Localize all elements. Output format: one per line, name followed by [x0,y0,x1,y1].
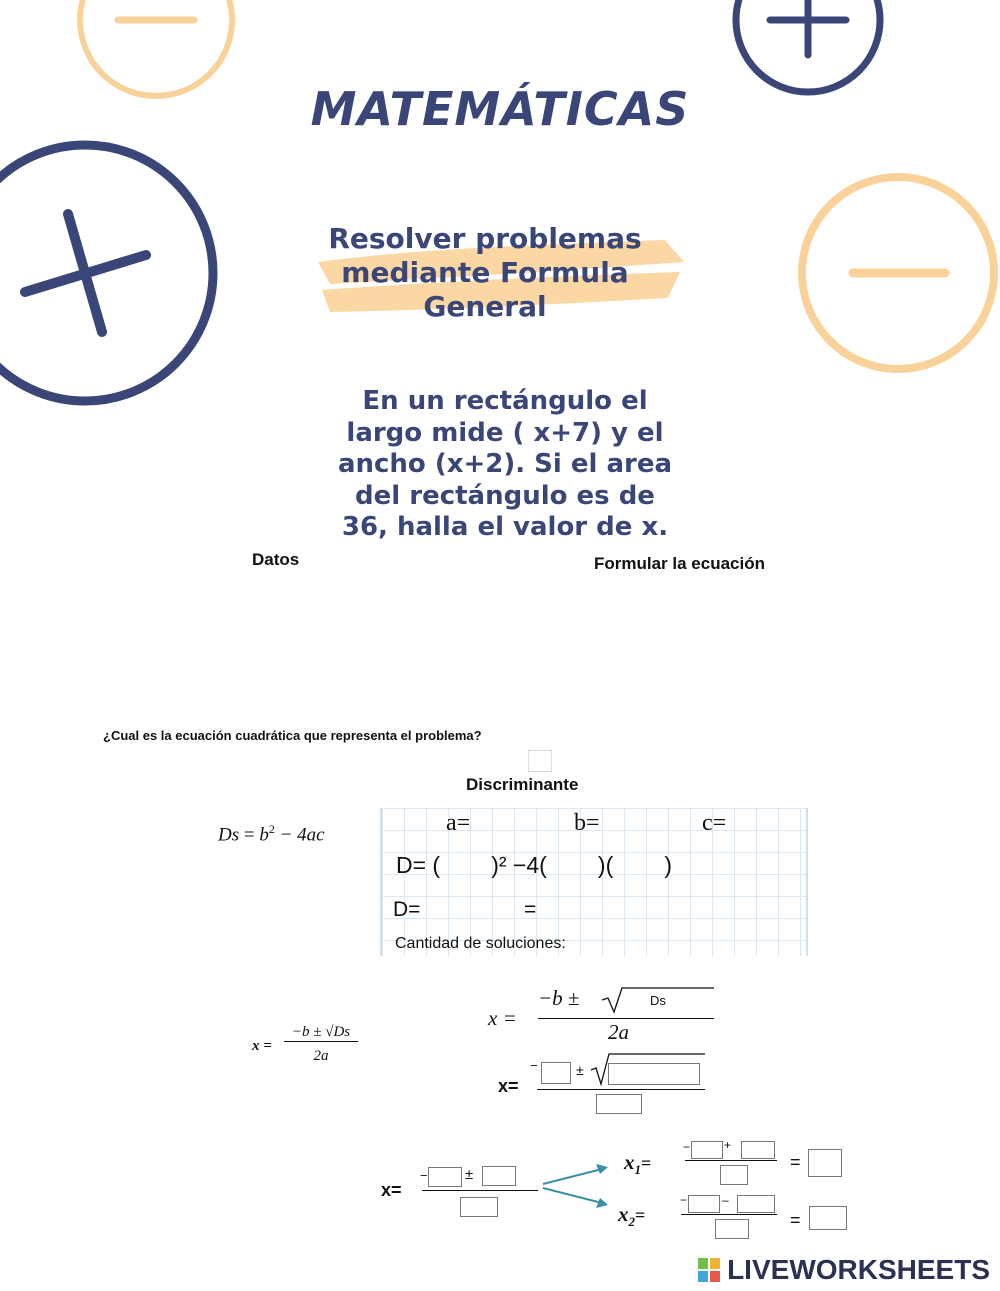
c-input[interactable] [742,814,800,840]
subtitle-line-2: mediante Formula [341,256,629,289]
problem-line-5: 36, halla el valor de x. [341,512,669,542]
problem-line-2: largo mide ( x+7) y el [346,417,664,448]
d-result-equals: = [524,898,537,921]
d-substitution-line: D= ( )² −4( )( ) [396,852,673,878]
b-symbol: b [259,824,269,846]
x1-fraction-bar [685,1160,777,1161]
x2-subscript: 2 [628,1214,635,1230]
split-denominator-input[interactable] [460,1197,498,1217]
x2-eq: = [635,1205,646,1225]
fill-b-input[interactable] [541,1062,571,1084]
x1-root-input[interactable] [741,1141,775,1159]
ds-under-root: Ds [650,993,666,1008]
problem-line-4: del rectángulo es de [355,480,655,511]
split-fraction-bar [422,1190,538,1191]
x2-root-input[interactable] [737,1195,775,1213]
x2-fraction-bar [681,1214,777,1215]
decorative-shapes [0,0,1000,420]
big-formula-x: x = [488,1006,517,1030]
liveworksheets-logo-icon [698,1258,720,1282]
exponent: 2 [268,822,275,836]
datos-label: Datos [252,550,300,569]
split-x: x= [381,1180,402,1200]
question-text: ¿Cual es la ecuación cuadrática que representa el problema? [103,728,482,743]
big-formula-denominator: 2a [608,1020,629,1044]
arrows-icon [540,1158,616,1214]
x1-label [624,1150,651,1178]
x1-x: x [624,1150,635,1174]
x1-eq: = [641,1153,652,1173]
split-root-input[interactable] [482,1166,516,1186]
subtitle-line-3: General [423,290,547,323]
x2-minus: − [680,1193,688,1207]
a-label: a= [446,810,471,836]
x1-result-eq: = [790,1152,801,1172]
split-minus: − [420,1168,428,1183]
numerator-text: −b ± √Ds [291,1024,351,1040]
equals-sign: = [243,824,255,846]
formular-label: Formular la ecuación [594,554,765,573]
ds-symbol: Ds [218,824,240,846]
b-label: b= [574,810,600,836]
fill-ds-input[interactable] [608,1063,700,1085]
x1-result-input[interactable] [808,1149,842,1177]
big-formula-numerator-left: −b ± [538,986,580,1010]
fill-fraction-bar [537,1089,705,1090]
d-result-label: D= [393,898,421,921]
x1-subscript: 1 [634,1162,641,1178]
general-formula-x: x = [252,1038,272,1054]
x1-b-input[interactable] [691,1141,723,1159]
x2-label [618,1202,645,1230]
general-formula-numerator [284,1024,358,1042]
problem-statement [320,386,690,544]
page-title: MATEMÁTICAS [310,82,690,136]
x1-plus: + [724,1138,732,1152]
x2-denominator-input[interactable] [715,1219,749,1239]
subtitle [300,222,670,324]
cantidad-label: Cantidad de soluciones: [395,935,566,952]
x2-result-input[interactable] [809,1206,847,1230]
general-formula-denominator: 2a [313,1048,329,1064]
discriminante-label: Discriminante [466,775,579,794]
x2-x: x [618,1202,629,1226]
x1-denominator-input[interactable] [720,1165,748,1185]
subtitle-line-1: Resolver problemas [328,222,642,255]
x2-minus-sign: – [722,1193,729,1207]
discriminant-formula [218,822,325,846]
big-plus-circle-icon [0,145,213,401]
x1-minus: − [683,1140,691,1154]
c-label: c= [702,810,727,836]
answer-input[interactable] [528,750,552,772]
fill-denominator-input[interactable] [596,1094,642,1114]
minus-4ac: − 4ac [279,824,325,846]
split-b-input[interactable] [428,1167,462,1187]
split-pm: ± [465,1166,474,1183]
big-fraction-bar [538,1018,714,1019]
liveworksheets-logo-text: LIVEWORKSHEETS [727,1254,990,1285]
b-input[interactable] [616,814,690,840]
fill-minus: − [530,1058,538,1073]
problem-line-3: ancho (x+2). Si el area [337,449,673,479]
x2-result-eq: = [790,1210,801,1230]
fill-formula-x: x= [498,1076,519,1096]
x2-b-input[interactable] [688,1195,720,1213]
a-input[interactable] [490,814,564,840]
fill-pm: ± [576,1062,584,1078]
problem-line-1: En un rectángulo el [362,386,648,416]
